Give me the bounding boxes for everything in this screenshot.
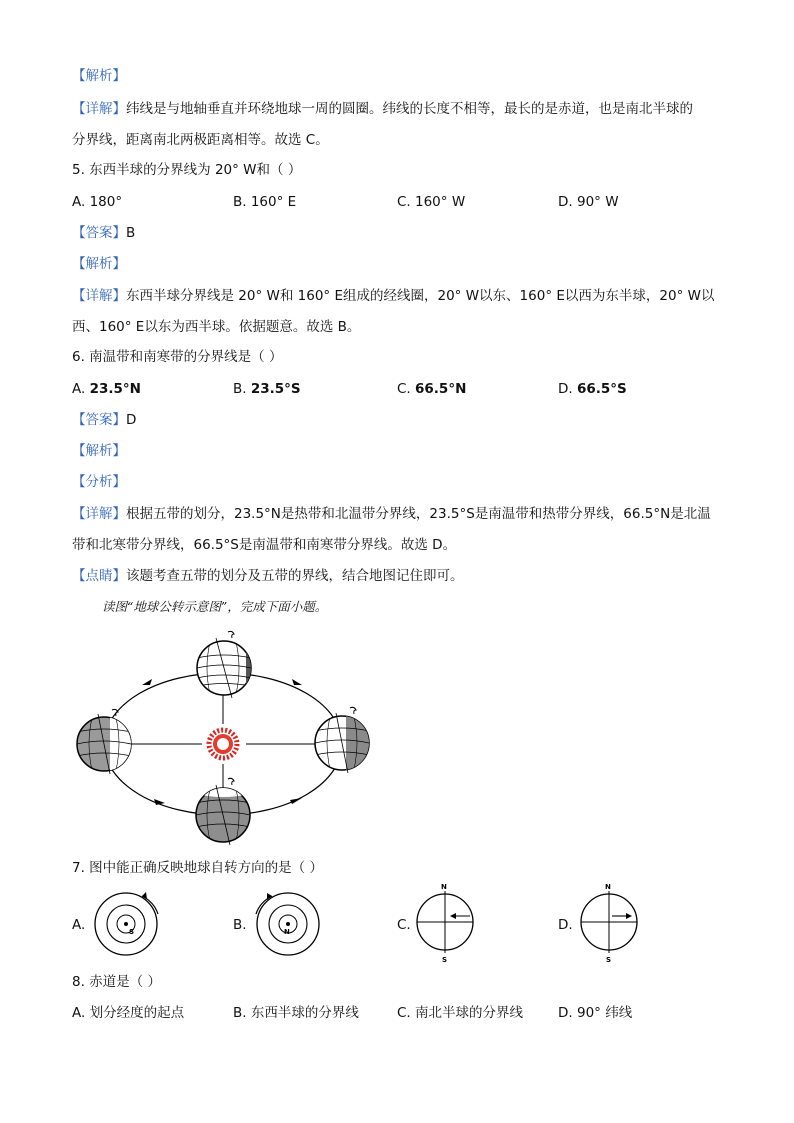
earth-revolution-diagram <box>70 628 380 850</box>
q7-option-c-diagram <box>412 880 478 966</box>
q6-detail-line: 带和北寒带分界线，66.5°S是南温带和南寒带分界线。故选 D。 <box>72 537 457 553</box>
q8-option-d: D. 90° 纬线 <box>558 1005 633 1021</box>
q6-analysis-heading: 【解析】 <box>72 443 126 459</box>
q7-option-b-label: B. <box>233 917 247 933</box>
detail-paragraph-line: 分界线，距离南北两极距离相等。故选 C。 <box>72 132 329 148</box>
q7-option-d-diagram <box>576 880 642 966</box>
earth-top-icon <box>197 631 256 706</box>
q5-analysis-heading: 【解析】 <box>72 256 126 272</box>
north-pole-label: N <box>284 928 290 936</box>
q5-option-b: B. 160° E <box>233 194 297 210</box>
rotation-arrow-icon <box>626 913 632 919</box>
north-label: N <box>605 883 611 891</box>
earth-left-icon <box>77 709 140 774</box>
question-8-stem: 8. 赤道是（ ） <box>72 974 161 990</box>
earth-right-icon <box>315 707 376 773</box>
detail-paragraph-line: 【详解】纬线是与地轴垂直并环绕地球一周的圆圈。纬线的长度不相等，最长的是赤道，也是南北半球的 <box>72 101 693 117</box>
q6-detail-line: 【详解】根据五带的划分，23.5°N是热带和北温带分界线，23.5°S是南温带和热带分界线，66.5°N是北温 <box>72 506 711 522</box>
south-label: S <box>442 956 448 964</box>
q8-option-b: B. 东西半球的分界线 <box>233 1005 359 1021</box>
q5-answer: 【答案】B <box>72 225 136 241</box>
analysis-heading: 【解析】 <box>72 68 126 84</box>
earth-bottom-icon <box>196 778 250 845</box>
north-label: N <box>441 883 447 891</box>
q6-option-a: A. 23.5°N <box>72 381 141 397</box>
q6-answer: 【答案】D <box>72 412 137 428</box>
figure-caption: 读图“地球公转示意图”，完成下面小题。 <box>102 599 328 614</box>
q6-fenxi-heading: 【分析】 <box>72 474 126 490</box>
q6-option-c: C. 66.5°N <box>397 381 467 397</box>
q5-detail-line: 西、160° E以东为西半球。依据题意。故选 B。 <box>72 319 361 335</box>
q6-dianjing: 【点睛】该题考查五带的划分及五带的界线，结合地图记住即可。 <box>72 568 464 584</box>
south-label: S <box>606 956 612 964</box>
q5-option-c: C. 160° W <box>397 194 466 210</box>
q7-option-a-label: A. <box>72 917 86 933</box>
question-5-stem: 5. 东西半球的分界线为 20° W和（ ） <box>72 162 302 178</box>
q7-option-d-label: D. <box>558 917 573 933</box>
south-pole-label: S <box>129 928 135 936</box>
q8-option-a: A. 划分经度的起点 <box>72 1005 185 1021</box>
q5-detail-line: 【详解】东西半球分界线是 20° W和 160° E组成的经线圈，20° W以东、160° E以西为东半球，20° W以 <box>72 288 715 304</box>
q6-option-b: B. 23.5°S <box>233 381 301 397</box>
q7-option-a-diagram <box>88 890 164 958</box>
q7-option-c-label: C. <box>397 917 411 933</box>
sun-icon <box>209 730 237 758</box>
q5-option-d: D. 90° W <box>558 194 619 210</box>
rotation-arrow-icon <box>450 913 456 919</box>
q7-option-b-diagram <box>250 890 326 958</box>
question-7-stem: 7. 图中能正确反映地球自转方向的是（ ） <box>72 860 323 876</box>
q8-option-c: C. 南北半球的分界线 <box>397 1005 524 1021</box>
question-6-stem: 6. 南温带和南寒带的分界线是（ ） <box>72 349 283 365</box>
q6-option-d: D. 66.5°S <box>558 381 627 397</box>
q5-option-a: A. 180° <box>72 194 123 210</box>
